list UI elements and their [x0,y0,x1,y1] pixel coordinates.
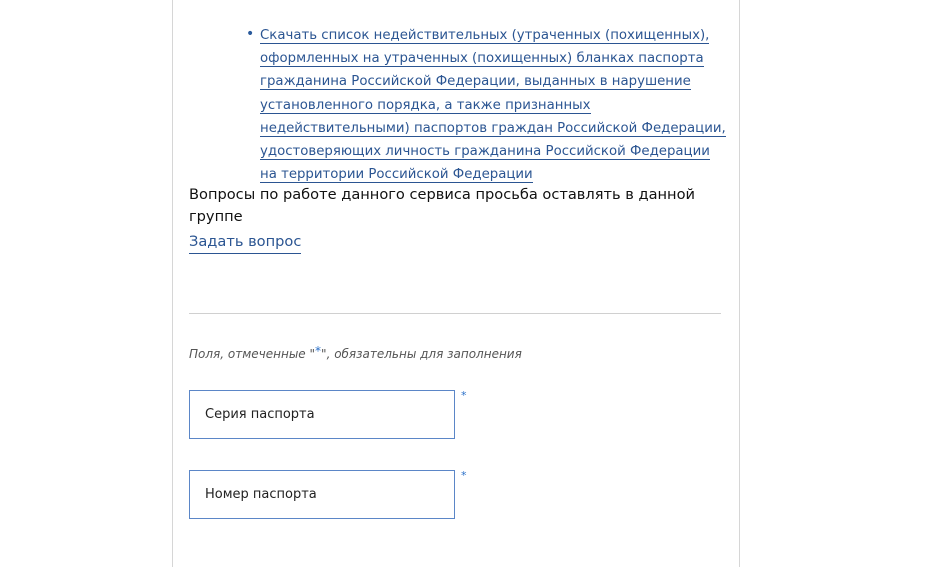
passport-number-row [189,470,474,520]
service-questions-note: Вопросы по работе данного сервиса просьба оставлять в данной группе [189,186,696,225]
bullet-icon: • [246,26,255,42]
required-note-open-quote: " [309,347,316,361]
list-item [246,24,726,186]
required-note-star: * [315,344,322,358]
required-note-close-quote: " [321,347,327,361]
passport-number-input[interactable] [189,470,455,519]
passport-series-row [189,390,474,440]
content-column [172,0,740,567]
download-invalid-passports-link[interactable]: Скачать список недействительных (утраченных (похищенных), оформленных на утраченных (похищенных) бланках паспорта гражданина Российской Федерации, выданных в нарушение установленного порядка, а также признанных недействительными) паспортов граждан Российской Федерации, удостоверяющих личность гражданина Российской Федерации на территории Российской Федерации [260,28,726,183]
divider [189,313,721,314]
required-note-prefix: Поля, отмеченные [189,347,310,361]
ask-question-link[interactable]: Задать вопрос [189,231,301,254]
passport-series-input[interactable] [189,390,455,439]
download-list [246,24,726,186]
required-fields-note [189,344,522,364]
passport-number-required-mark: * [461,469,467,482]
required-note-suffix: , обязательны для заполнения [326,347,522,361]
passport-series-required-mark: * [461,389,467,402]
